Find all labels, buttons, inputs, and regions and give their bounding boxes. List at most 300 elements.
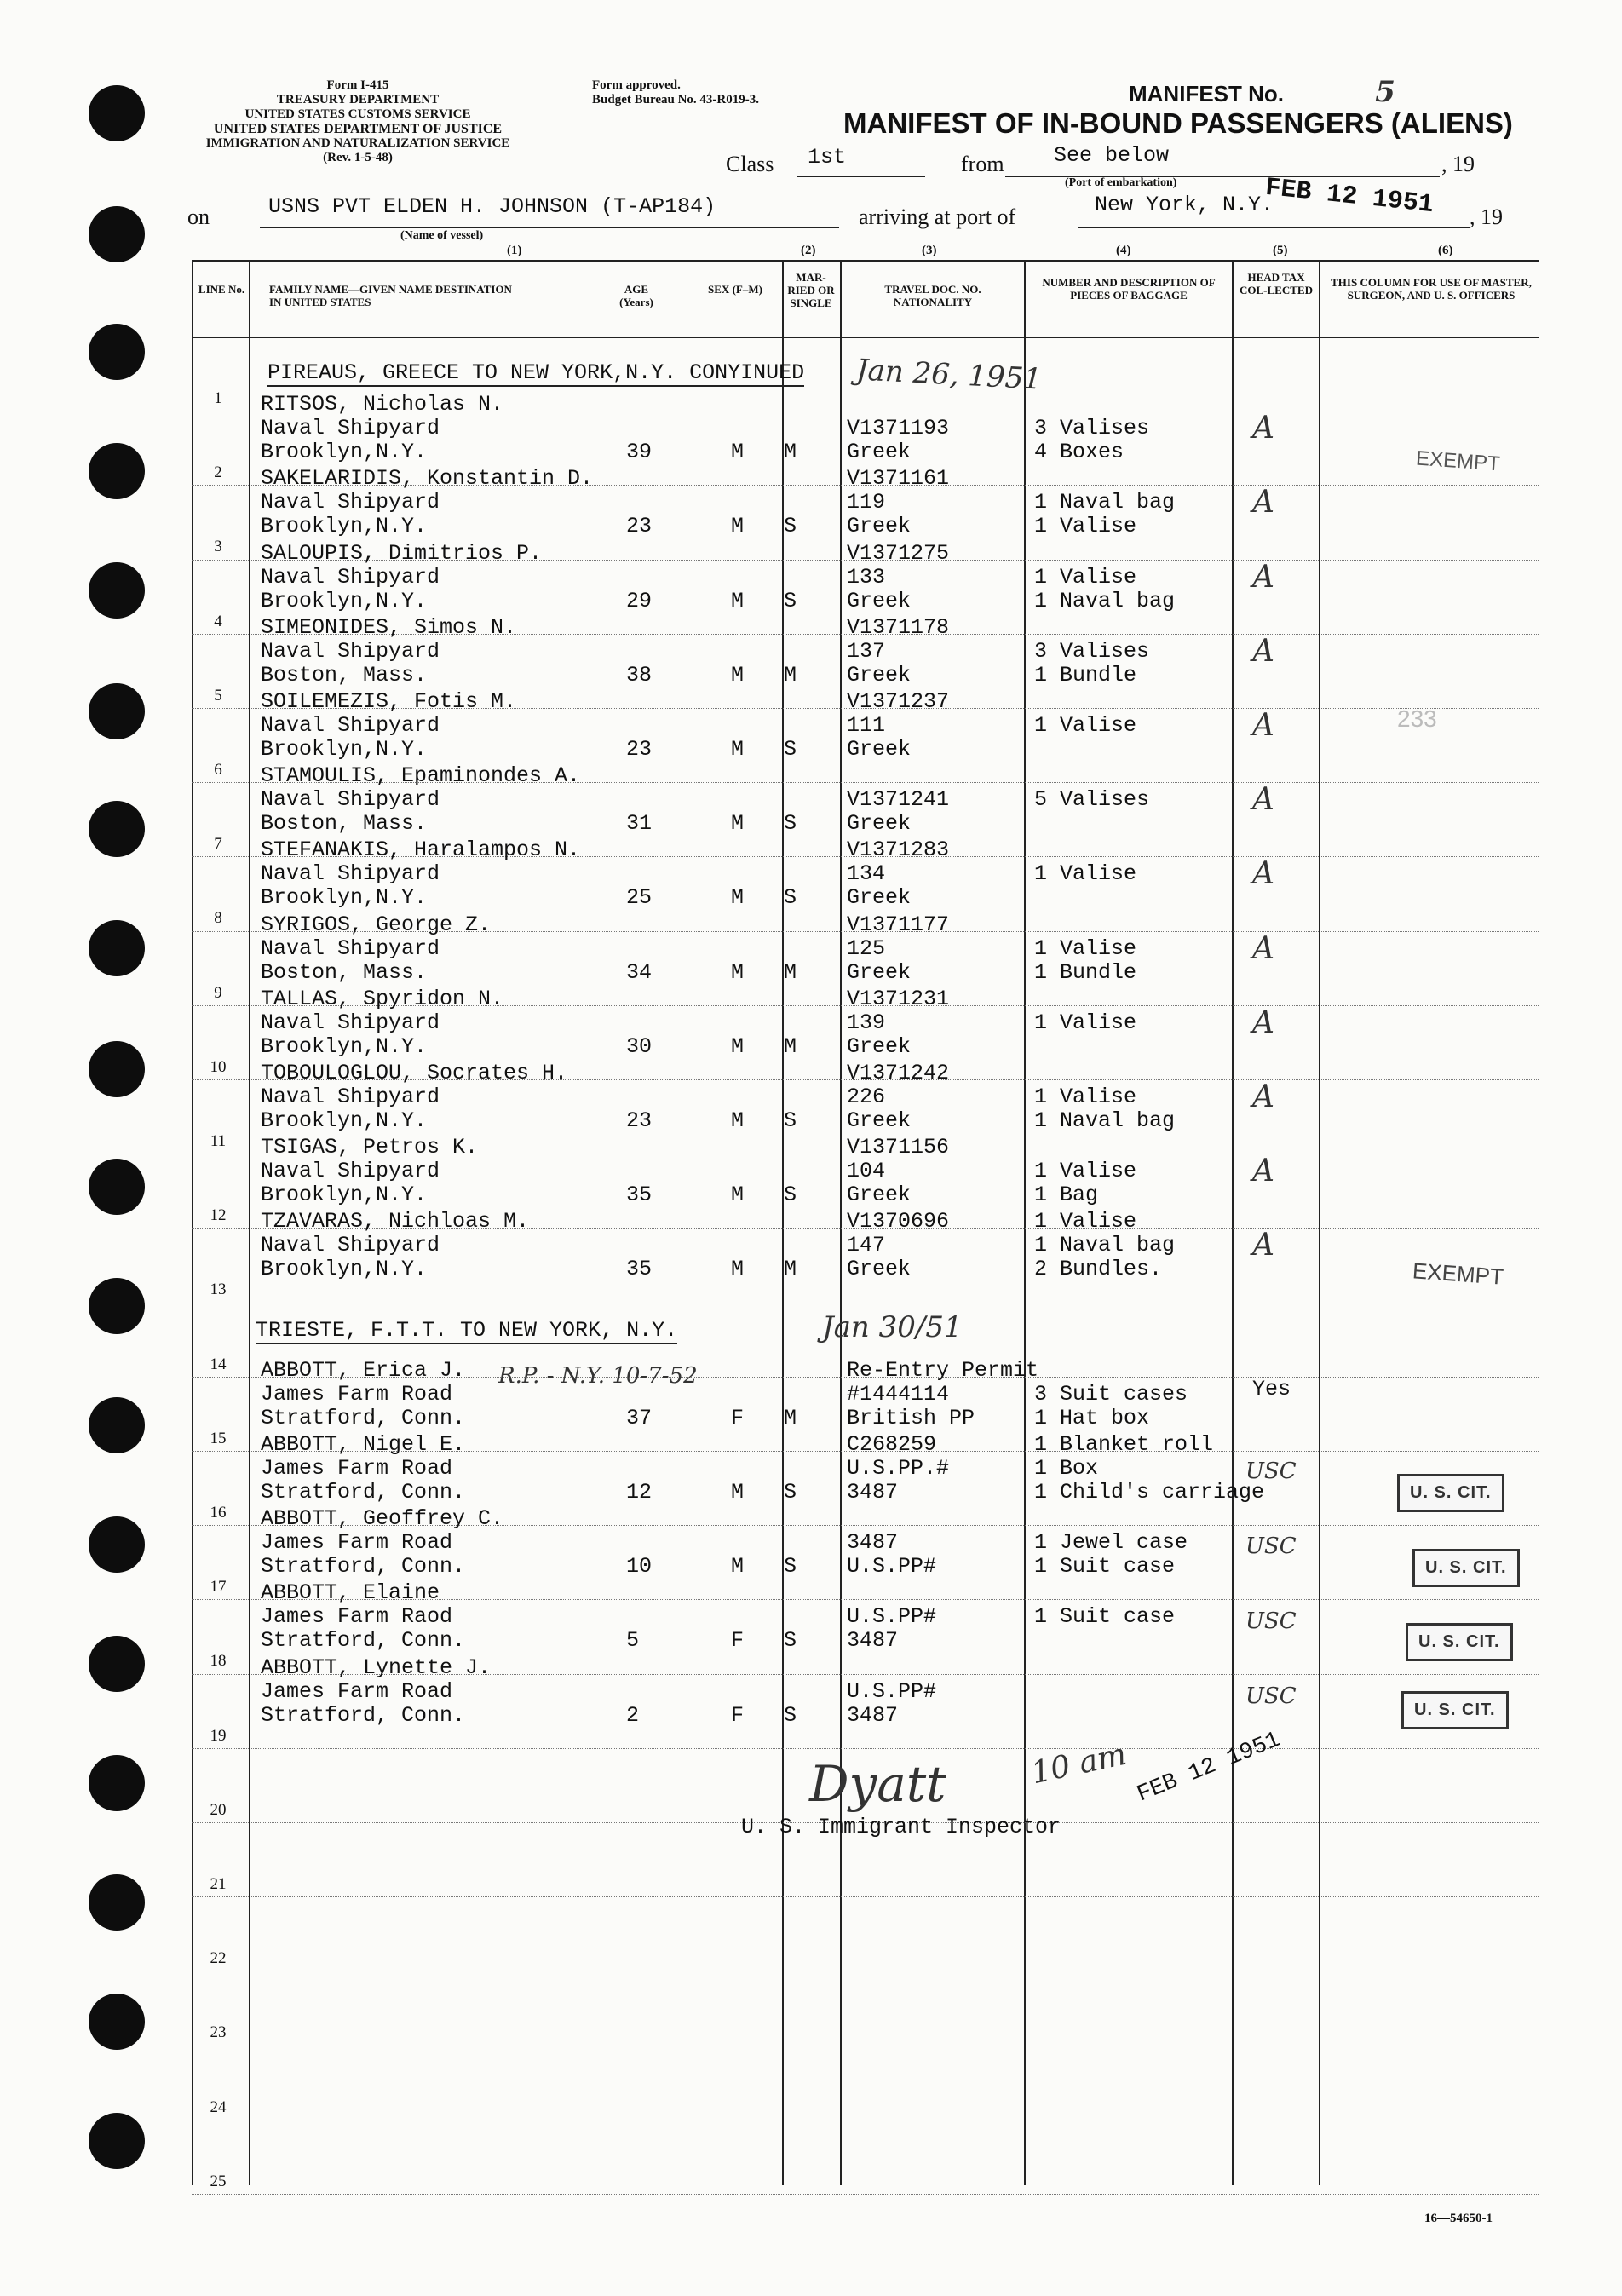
baggage-item: 1 Bag [1034, 1183, 1099, 1208]
travel-document: 139 [847, 1010, 886, 1035]
travel-document: V1371241 [847, 787, 950, 813]
passenger-marital-status: M [784, 1405, 797, 1430]
baggage-item: 1 Jewel case [1034, 1530, 1188, 1556]
passenger-marital-status: S [784, 885, 797, 911]
head-tax-mark: A [1252, 1079, 1274, 1114]
binder-hole [89, 683, 145, 739]
passenger-name: TOBOULOGLOU, Socrates H. [261, 1061, 568, 1085]
passenger-marital-status: M [784, 440, 797, 465]
passenger-name: SALOUPIS, Dimitrios P. [261, 540, 543, 566]
header-divider [192, 337, 1539, 338]
passenger-age: 37 [626, 1405, 653, 1430]
passenger-destination: Brooklyn,N.Y. [261, 1183, 428, 1208]
travel-document: Greek [847, 1183, 912, 1208]
baggage-item: 1 Naval bag [1034, 490, 1176, 515]
travel-document: Greek [847, 662, 912, 688]
agency-line: UNITED STATES DEPARTMENT OF JUSTICE [213, 122, 503, 136]
port-underline [1078, 227, 1470, 228]
passenger-name: SIMEONIDES, Simos N. [261, 614, 517, 640]
passenger-sex: F [731, 1628, 745, 1654]
travel-document: 137 [847, 638, 886, 664]
travel-document: Greek [847, 811, 912, 837]
passenger-name: TZAVARAS, Nichloas M. [261, 1209, 530, 1234]
passenger-destination: Naval Shipyard [261, 1010, 440, 1035]
line-number: 14 [210, 1355, 227, 1373]
passenger-sex: F [731, 1702, 745, 1728]
passenger-sex: M [731, 1480, 745, 1505]
vessel-underline [260, 227, 839, 228]
baggage-item: 1 Valise [1034, 1209, 1137, 1234]
baggage-item: 1 Valise [1034, 935, 1137, 961]
passenger-age: 5 [626, 1628, 640, 1654]
travel-document: 111 [847, 713, 886, 738]
line-number: 17 [210, 1578, 227, 1597]
passenger-name: ABBOTT, Lynette J. [261, 1654, 492, 1680]
line-number: 11 [210, 1132, 227, 1150]
col-header-head-tax: HEAD TAX COL-LECTED [1240, 271, 1313, 296]
travel-document: V1371283 [847, 837, 950, 863]
inspection-date-stamp: FEB 12 1951 [1133, 1727, 1285, 1809]
line-number: 5 [214, 686, 222, 705]
passenger-destination: Boston, Mass. [261, 959, 428, 985]
line-number: 21 [210, 1875, 227, 1893]
travel-document: Greek [847, 440, 912, 465]
passenger-destination: Stratford, Conn. [261, 1628, 466, 1654]
baggage-item: 1 Suit case [1034, 1604, 1176, 1630]
passenger-destination: Boston, Mass. [261, 811, 428, 837]
approval-block [592, 78, 759, 107]
passenger-destination: James Farm Raod [261, 1604, 453, 1630]
manifest-label: MANIFEST No. [1129, 81, 1284, 106]
section-title: TRIESTE, F.T.T. TO NEW YORK, N.Y. [256, 1318, 678, 1343]
baggage-item: 1 Valise [1034, 1010, 1137, 1035]
head-tax-mark: A [1252, 559, 1274, 595]
travel-document: U.S.PP# [847, 1604, 937, 1630]
col-number: (3) [922, 244, 937, 257]
passenger-destination: Naval Shipyard [261, 787, 440, 813]
col-number: (1) [507, 244, 522, 257]
passenger-destination: Stratford, Conn. [261, 1480, 466, 1505]
passenger-age: 29 [626, 588, 653, 613]
passenger-destination: Brooklyn,N.Y. [261, 440, 428, 465]
row-separator [192, 1896, 1539, 1897]
on-label: on [187, 204, 210, 229]
baggage-item: 4 Boxes [1034, 440, 1124, 465]
binder-hole [89, 1755, 145, 1811]
passenger-name: STEFANAKIS, Haralampos N. [261, 837, 581, 863]
passenger-marital-status: S [784, 588, 797, 613]
binder-hole [89, 2113, 145, 2169]
col-header-officers: THIS COLUMN FOR USE OF MASTER, SURGEON, AND U. S. OFFICERS [1331, 276, 1532, 302]
passenger-name: SAKELARIDIS, Konstantin D. [261, 466, 594, 492]
passenger-destination: Naval Shipyard [261, 564, 440, 590]
binder-hole [89, 1278, 145, 1334]
travel-document: Greek [847, 737, 912, 762]
passenger-sex: M [731, 662, 745, 688]
binder-hole [89, 1041, 145, 1097]
travel-document: 104 [847, 1159, 886, 1184]
travel-document: V1371275 [847, 540, 950, 566]
head-tax-mark: A [1252, 485, 1274, 521]
passenger-age: 38 [626, 662, 653, 688]
passenger-sex: M [731, 811, 745, 837]
baggage-item: 1 Suit case [1034, 1554, 1176, 1580]
passenger-destination: Naval Shipyard [261, 1085, 440, 1109]
us-cit-stamp: U. S. CIT. [1401, 1691, 1509, 1729]
line-number: 9 [214, 983, 222, 1002]
port-embark-caption: (Port of embarkation) [1065, 176, 1177, 189]
passenger-destination: Boston, Mass. [261, 662, 428, 688]
baggage-item: 3 Suit cases [1034, 1381, 1188, 1407]
baggage-item: 2 Bundles. [1034, 1257, 1163, 1282]
baggage-item: 5 Valises [1034, 787, 1150, 813]
travel-document: Greek [847, 1033, 912, 1059]
agency-block [179, 78, 537, 165]
binder-hole [89, 443, 145, 499]
passenger-destination: Naval Shipyard [261, 416, 440, 441]
arrival-port: New York, N.Y. [1095, 193, 1274, 217]
passenger-age: 12 [626, 1480, 653, 1505]
passenger-marital-status: S [784, 1108, 797, 1133]
passenger-destination: Stratford, Conn. [261, 1702, 466, 1728]
head-tax-mark: Yes [1252, 1376, 1291, 1401]
head-tax-mark: A [1252, 633, 1274, 669]
line-number: 12 [210, 1206, 227, 1225]
exempt-stamp: EXEMPT [1415, 446, 1501, 476]
us-cit-stamp: U. S. CIT. [1412, 1549, 1520, 1587]
baggage-item: 1 Hat box [1034, 1405, 1150, 1430]
col-number: (4) [1116, 244, 1131, 257]
travel-document: Greek [847, 959, 912, 985]
inspector-caption: U. S. Immigrant Inspector [741, 1815, 1061, 1839]
passenger-age: 39 [626, 440, 653, 465]
baggage-item: 1 Naval bag [1034, 1233, 1176, 1258]
arrival-date-stamp: FEB 12 1951 [1263, 173, 1435, 221]
page-title: MANIFEST OF IN-BOUND PASSENGERS (ALIENS) [843, 107, 1513, 139]
head-tax-mark: A [1252, 1154, 1274, 1189]
agency-line: UNITED STATES CUSTOMS SERVICE [244, 107, 471, 121]
travel-document: Greek [847, 885, 912, 911]
baggage-item: 1 Blanket roll [1034, 1432, 1214, 1457]
passenger-destination: Brooklyn,N.Y. [261, 588, 428, 613]
binder-hole [89, 562, 145, 619]
form-approved: Form approved. [592, 78, 681, 92]
misc-count: 233 [1397, 705, 1437, 732]
col-header-sex: SEX (F–M) [708, 283, 762, 296]
baggage-item: 1 Bundle [1034, 959, 1137, 985]
agency-line: TREASURY DEPARTMENT [276, 93, 440, 106]
passenger-destination: Brooklyn,N.Y. [261, 1033, 428, 1059]
col-header-travel-doc: TRAVEL DOC. NO. NATIONALITY [884, 283, 981, 308]
col-number: (5) [1273, 244, 1288, 257]
travel-document: V1371178 [847, 614, 950, 640]
travel-document: Greek [847, 1108, 912, 1133]
passenger-destination: Brooklyn,N.Y. [261, 885, 428, 911]
travel-document: 119 [847, 490, 886, 515]
line-number: 16 [210, 1504, 227, 1522]
us-cit-stamp: U. S. CIT. [1397, 1474, 1504, 1512]
reentry-note: R.P. - N.Y. 10-7-52 [498, 1363, 698, 1389]
print-code: 16—54650-1 [1424, 2212, 1493, 2225]
passenger-destination: Brooklyn,N.Y. [261, 514, 428, 539]
usc-mark: USC [1245, 1534, 1297, 1559]
binder-hole [89, 801, 145, 857]
passenger-age: 30 [626, 1033, 653, 1059]
travel-document: V1371177 [847, 912, 950, 937]
vessel-caption: (Name of vessel) [400, 229, 484, 242]
travel-document: V1371156 [847, 1135, 950, 1160]
baggage-item: 3 Valises [1034, 416, 1150, 441]
travel-document: Greek [847, 514, 912, 539]
budget-number: Budget Bureau No. 43-R019-3. [592, 93, 759, 106]
binder-hole [89, 1994, 145, 2050]
baggage-item: 1 Child's carriage [1034, 1480, 1265, 1505]
passenger-marital-status: S [784, 737, 797, 762]
line-number: 13 [210, 1280, 227, 1299]
travel-document: 133 [847, 564, 886, 590]
col-header-married: MAR-RIED OR SINGLE [787, 271, 835, 309]
passenger-sex: M [731, 959, 745, 985]
passenger-destination: Naval Shipyard [261, 1233, 440, 1258]
travel-document: 134 [847, 861, 886, 887]
passenger-sex: M [731, 1108, 745, 1133]
passenger-destination: Stratford, Conn. [261, 1554, 466, 1580]
line-number: 8 [214, 909, 222, 928]
baggage-item: 3 Valises [1034, 638, 1150, 664]
exempt-stamp: EXEMPT [1412, 1257, 1504, 1290]
baggage-item: 1 Valise [1034, 1085, 1137, 1109]
signature-time: 10 am [1027, 1736, 1130, 1792]
passenger-destination: Brooklyn,N.Y. [261, 1257, 428, 1282]
travel-document: U.S.PP# [847, 1678, 937, 1704]
line-number: 7 [214, 835, 222, 854]
passenger-age: 23 [626, 1108, 653, 1133]
head-tax-mark: A [1252, 708, 1274, 743]
travel-document: British PP [847, 1405, 975, 1430]
travel-document: 125 [847, 935, 886, 961]
passenger-destination: Stratford, Conn. [261, 1405, 466, 1430]
passenger-destination: James Farm Road [261, 1381, 453, 1407]
class-label: Class [726, 152, 774, 176]
arriving-label: arriving at port of [859, 204, 1016, 229]
line-number: 15 [210, 1429, 227, 1447]
usc-mark: USC [1245, 1459, 1297, 1484]
agency-line: IMMIGRATION AND NATURALIZATION SERVICE [205, 136, 510, 150]
passenger-sex: M [731, 1183, 745, 1208]
passenger-destination: James Farm Road [261, 1678, 453, 1704]
col-header-name: FAMILY NAME—GIVEN NAME DESTINATION IN UNITED STATES [269, 283, 512, 308]
passenger-age: 31 [626, 811, 653, 837]
line-number: 4 [214, 612, 222, 630]
travel-document: V1371237 [847, 689, 950, 714]
col-number: (2) [801, 244, 816, 257]
passenger-destination: Naval Shipyard [261, 935, 440, 961]
passenger-marital-status: S [784, 1628, 797, 1654]
line-number: 18 [210, 1652, 227, 1671]
vessel-name: USNS PVT ELDEN H. JOHNSON (T-AP184) [268, 194, 716, 219]
travel-document: V1371231 [847, 986, 950, 1011]
year-suffix: , 19 [1441, 152, 1475, 176]
passenger-sex: M [731, 440, 745, 465]
line-number: 1 [214, 389, 222, 407]
baggage-item: 1 Naval bag [1034, 588, 1176, 613]
passenger-name: RITSOS, Nicholas N. [261, 392, 504, 417]
line-number: 23 [210, 2023, 227, 2042]
line-number: 10 [210, 1057, 227, 1076]
passenger-sex: M [731, 514, 745, 539]
passenger-marital-status: S [784, 1183, 797, 1208]
passenger-name: ABBOTT, Nigel E. [261, 1432, 466, 1457]
passenger-destination: James Farm Road [261, 1530, 453, 1556]
head-tax-mark: A [1252, 856, 1274, 892]
travel-document: 3487 [847, 1530, 899, 1556]
passenger-age: 25 [626, 885, 653, 911]
passenger-marital-status: S [784, 1554, 797, 1580]
travel-document: 3487 [847, 1702, 899, 1728]
passenger-age: 35 [626, 1257, 653, 1282]
passenger-sex: M [731, 1033, 745, 1059]
binder-hole [89, 1874, 145, 1931]
travel-document: V1371242 [847, 1061, 950, 1085]
section-note: Jan 30/51 [822, 1310, 963, 1344]
passenger-destination: Naval Shipyard [261, 861, 440, 887]
passenger-name: STAMOULIS, Epaminondes A. [261, 763, 581, 789]
line-number: 20 [210, 1800, 227, 1819]
passenger-marital-status: M [784, 1257, 797, 1282]
head-tax-mark: A [1252, 782, 1274, 818]
line-number: 22 [210, 1949, 227, 1968]
head-tax-mark: A [1252, 930, 1274, 966]
passenger-destination: Naval Shipyard [261, 638, 440, 664]
binder-hole [89, 1397, 145, 1453]
baggage-item: 1 Bundle [1034, 662, 1137, 688]
binder-hole [89, 1636, 145, 1692]
agency-line: (Rev. 1-5-48) [323, 151, 393, 164]
travel-document: U.S.PP.# [847, 1456, 950, 1481]
from-value: See below [1054, 143, 1170, 168]
col-number: (6) [1438, 244, 1453, 257]
travel-document: V1371161 [847, 466, 950, 492]
travel-document: U.S.PP# [847, 1554, 937, 1580]
line-number: 6 [214, 761, 222, 779]
passenger-sex: M [731, 737, 745, 762]
passenger-marital-status: S [784, 1480, 797, 1505]
manifest-number: 5 [1375, 75, 1395, 109]
passenger-name: ABBOTT, Elaine [261, 1580, 440, 1606]
row-separator [192, 1748, 1539, 1749]
passenger-age: 34 [626, 959, 653, 985]
line-number: 25 [210, 2172, 227, 2190]
head-tax-mark: A [1252, 411, 1274, 446]
passenger-name: SYRIGOS, George Z. [261, 912, 492, 937]
baggage-item: 1 Valise [1034, 861, 1137, 887]
passenger-destination: James Farm Road [261, 1456, 453, 1481]
passenger-marital-status: S [784, 514, 797, 539]
travel-document: 147 [847, 1233, 886, 1258]
passenger-marital-status: S [784, 811, 797, 837]
binder-hole [89, 206, 145, 262]
binder-hole [89, 1159, 145, 1215]
passenger-sex: M [731, 588, 745, 613]
binder-hole [89, 1516, 145, 1573]
line-number: 19 [210, 1726, 227, 1745]
passenger-marital-status: M [784, 662, 797, 688]
travel-document: Greek [847, 1257, 912, 1282]
head-tax-mark: A [1252, 1004, 1274, 1040]
passenger-sex: M [731, 885, 745, 911]
class-row [726, 143, 1493, 177]
section-note: Jan 26, 1951 [855, 353, 1043, 397]
passenger-age: 23 [626, 514, 653, 539]
usc-mark: USC [1245, 1683, 1297, 1709]
head-tax-mark: A [1252, 1228, 1274, 1263]
row-separator [192, 2194, 1539, 2195]
baggage-item: 1 Valise [1034, 514, 1137, 539]
passenger-name: TALLAS, Spyridon N. [261, 986, 504, 1011]
travel-document: C268259 [847, 1432, 937, 1457]
class-value: 1st [808, 145, 847, 170]
baggage-item: 1 Valise [1034, 564, 1137, 590]
baggage-item: 1 Box [1034, 1456, 1099, 1481]
us-cit-stamp: U. S. CIT. [1406, 1623, 1513, 1661]
travel-document: 3487 [847, 1628, 899, 1654]
baggage-item: 1 Valise [1034, 713, 1137, 738]
passenger-name: ABBOTT, Geoffrey C. [261, 1506, 504, 1532]
col-header-line-no: LINE No. [198, 283, 245, 296]
passenger-name: SOILEMEZIS, Fotis M. [261, 689, 517, 714]
travel-document: V1371193 [847, 416, 950, 441]
travel-document: V1370696 [847, 1209, 950, 1234]
travel-document: 226 [847, 1085, 886, 1109]
binder-hole [89, 920, 145, 976]
form-number: Form I-415 [326, 78, 389, 92]
line-number: 3 [214, 538, 222, 556]
passenger-marital-status: M [784, 959, 797, 985]
manifest-number-row [1129, 75, 1395, 109]
line-number: 24 [210, 2097, 227, 2116]
passenger-destination: Naval Shipyard [261, 713, 440, 738]
binder-hole [89, 85, 145, 141]
inspector-signature: Dyatt [809, 1755, 946, 1813]
passenger-destination: Brooklyn,N.Y. [261, 1108, 428, 1133]
section-title: PIREAUS, GREECE TO NEW YORK,N.Y. CONYINUED [267, 360, 805, 385]
passenger-marital-status: S [784, 1702, 797, 1728]
travel-document: 3487 [847, 1480, 899, 1505]
passenger-marital-status: M [784, 1033, 797, 1059]
class-underline [797, 176, 925, 177]
passenger-age: 35 [626, 1183, 653, 1208]
baggage-item: 1 Naval bag [1034, 1108, 1176, 1133]
travel-document: Greek [847, 588, 912, 613]
passenger-sex: F [731, 1405, 745, 1430]
passenger-destination: Naval Shipyard [261, 1159, 440, 1184]
year-suffix: , 19 [1470, 204, 1503, 229]
passenger-name: TSIGAS, Petros K. [261, 1135, 479, 1160]
passenger-age: 10 [626, 1554, 653, 1580]
travel-document: Re-Entry Permit [847, 1357, 1039, 1383]
col-header-age: AGE (Years) [619, 283, 653, 308]
passenger-sex: M [731, 1554, 745, 1580]
col-header-baggage: NUMBER AND DESCRIPTION OF PIECES OF BAGGAGE [1042, 276, 1216, 302]
passenger-destination: Naval Shipyard [261, 490, 440, 515]
passenger-destination: Brooklyn,N.Y. [261, 737, 428, 762]
usc-mark: USC [1245, 1608, 1297, 1634]
passenger-name: ABBOTT, Erica J. [261, 1357, 466, 1383]
baggage-item: 1 Valise [1034, 1159, 1137, 1184]
binder-hole [89, 324, 145, 380]
travel-document: #1444114 [847, 1381, 950, 1407]
passenger-sex: M [731, 1257, 745, 1282]
